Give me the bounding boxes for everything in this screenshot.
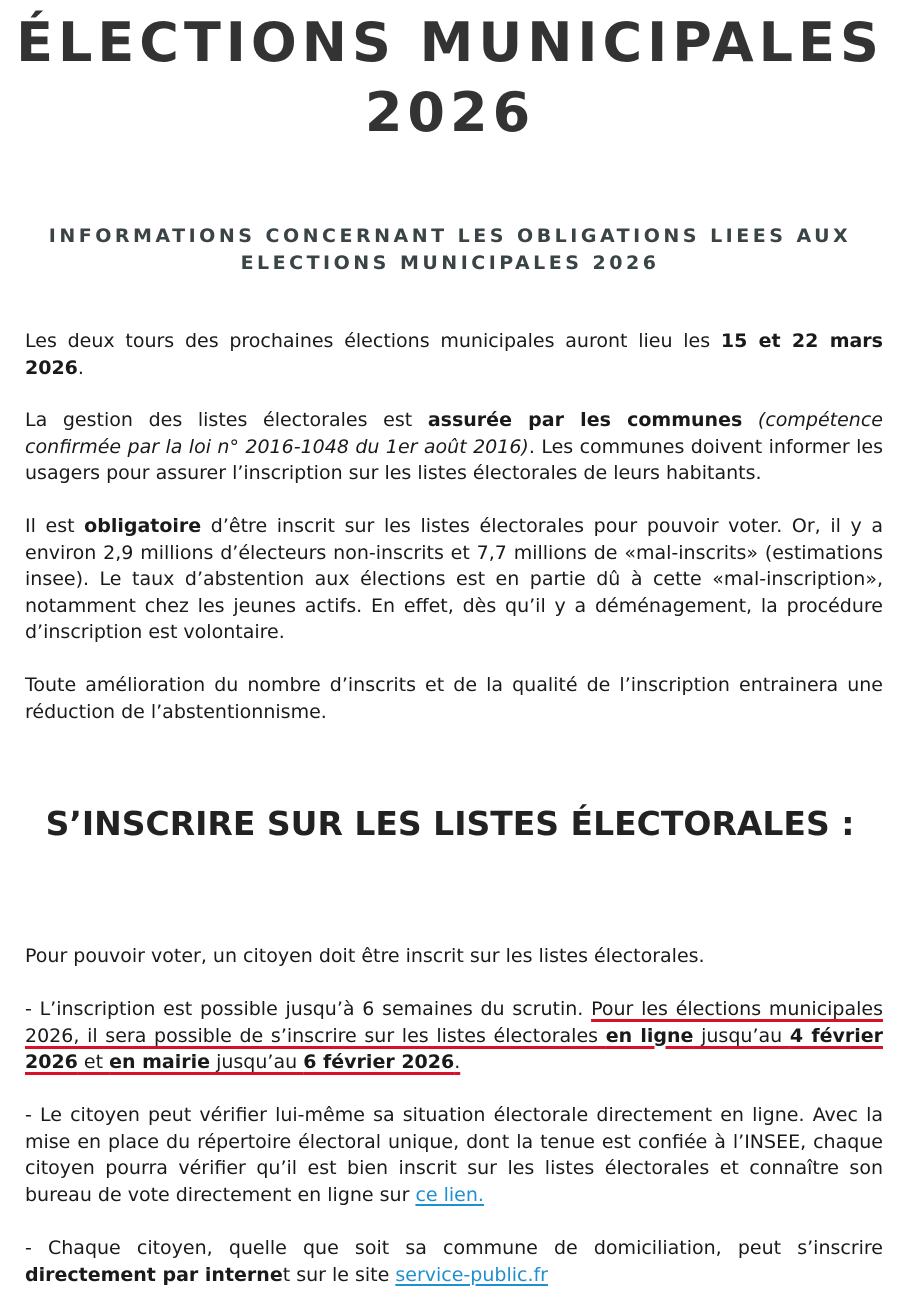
service-public-link[interactable]: service-public.fr	[395, 1263, 548, 1286]
online-registration-text-end: t sur le site	[282, 1263, 396, 1286]
intro-paragraph-improvement: Toute amélioration du nombre d’inscrits et de la qualité de l’inscription entrainera une réduction de l’abstentionnisme.	[25, 674, 883, 723]
section-paragraph-verification	[25, 1102, 883, 1208]
obligation-bold: obligatoire	[84, 515, 202, 537]
intro-paragraph-management	[25, 407, 883, 487]
deadlines-u9: .	[454, 1051, 461, 1073]
intro-dates-text: Les deux tours des prochaines élections municipales auront lieu les	[25, 330, 721, 352]
section-title	[0, 800, 900, 848]
online-registration-bold: directement par interne	[25, 1263, 283, 1286]
online-registration-text: - Chaque citoyen, quelle que soit sa commune de domiciliation, peut s’inscrire	[25, 1237, 883, 1259]
management-text-end: . Les communes doivent informer les usagers pour assurer l’inscription sur les listes électorales de leurs habitants.	[25, 435, 883, 484]
intro-dates-bold: 15 et 22 mars 2026	[25, 330, 883, 379]
management-bold: assurée par les communes	[427, 409, 743, 431]
deadlines-u3: jusqu’au	[693, 1024, 790, 1047]
intro-paragraph-obligation	[25, 513, 883, 646]
section-title-bold: S’INSCRIRE	[45, 804, 256, 843]
section-paragraph-online-registration	[25, 1235, 883, 1288]
management-text: La gestion des listes électorales est	[25, 409, 428, 431]
subtitle-line2: ELECTIONS MUNICIPALES 2026	[240, 252, 660, 274]
deadline-online-date: 4 février 2026	[25, 1024, 883, 1073]
verification-text: - Le citoyen peut vérifier lui-même sa situation électorale directement en ligne. Avec la mise en place du répertoire électoral unique, dont la tenue est confiée à l’INSEE, chaque citoyen pourra vérifier qu’il est bien inscrit sur les listes électorales et connaître son bureau de vote directement en ligne sur	[25, 1104, 883, 1206]
deadline-mairie-date: 6 février 2026	[303, 1051, 455, 1073]
deadlines-u7: jusqu’au	[210, 1051, 304, 1073]
section-title-rest: SUR LES LISTES ÉLECTORALES :	[255, 804, 855, 843]
obligation-text: Il est	[25, 515, 85, 537]
deadline-mairie-label: en mairie	[109, 1051, 211, 1073]
section-paragraph-deadlines	[25, 996, 883, 1076]
subtitle	[0, 223, 900, 277]
main-title-line1: ÉLECTIONS MUNICIPALES	[16, 11, 884, 74]
obligation-text-end: d’être inscrit sur les listes électorales pour pouvoir voter. Or, il y a environ 2,9 millions d’électeurs non-inscrits et 7,7 millions de «mal-inscrits» (estimations insee). Le taux d’abstention aux élections est en partie dû à cette «mal-inscription», notamment chez les jeunes actifs. En effet, dès qu’il y a déménagement, la procédure d’inscription est volontaire.	[25, 515, 884, 643]
deadlines-u1: Pour les élections municipales 2026, il sera possible de s’inscrire sur les listes électorales	[25, 998, 884, 1047]
intro-paragraph-dates	[25, 328, 883, 381]
deadlines-u5: et	[77, 1051, 110, 1073]
subtitle-line1: INFORMATIONS CONCERNANT LES OBLIGATIONS LIEES AUX	[48, 225, 852, 247]
section-paragraph-requirement: Pour pouvoir voter, un citoyen doit être inscrit sur les listes électorales.	[25, 945, 705, 967]
main-title-line2: 2026	[364, 81, 536, 144]
main-title	[0, 8, 900, 148]
intro-dates-end: .	[77, 356, 84, 379]
deadlines-text: - L’inscription est possible jusqu’à 6 semaines du scrutin.	[25, 998, 592, 1020]
deadline-online-label: en ligne	[605, 1024, 694, 1047]
management-law-reference: (compétence confirmée par la loi n° 2016-1048 du 1er août 2016)	[25, 409, 883, 458]
ce-lien-link[interactable]: ce lien.	[415, 1183, 484, 1206]
